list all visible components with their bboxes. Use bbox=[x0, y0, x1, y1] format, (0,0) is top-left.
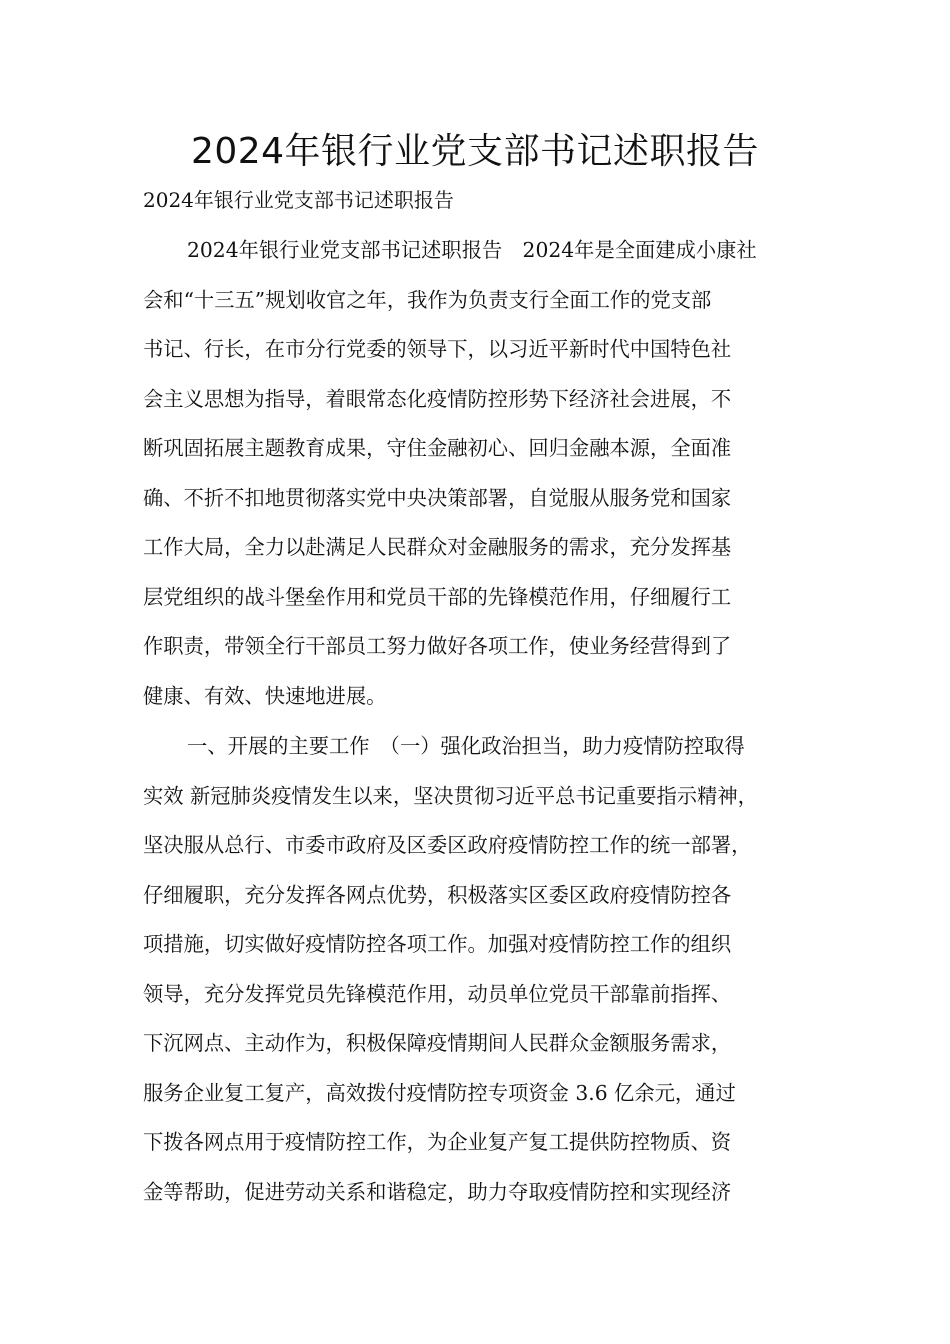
paragraph-line: 项措施，切实做好疫情防控各项工作。加强对疫情防控工作的组织 bbox=[143, 932, 732, 956]
document-title: 2024年银行业党支部书记述职报告 bbox=[190, 131, 760, 172]
paragraph-line: 层党组织的战斗堡垒作用和党员干部的先锋模范作用，仔细履行工 bbox=[143, 584, 732, 609]
paragraph-line: 确、不折不扣地贯彻落实党中央决策部署，自觉服从服务党和国家 bbox=[143, 485, 732, 510]
paragraph-line: 实效 新冠肺炎疫情发生以来，坚决贯彻习近平总书记重要指示精神， bbox=[143, 783, 758, 808]
paragraph-line: 一、开展的主要工作 （一）强化政治担当，助力疫情防控取得 bbox=[187, 734, 745, 758]
paragraph-line: 断巩固拓展主题教育成果，守住金融初心、回归金融本源，全面准 bbox=[143, 436, 732, 460]
paragraph-line: 仔细履职，充分发挥各网点优势，积极落实区委区政府疫情防控各 bbox=[143, 882, 732, 907]
paragraph-line: 下沉网点、主动作为，积极保障疫情期间人民群众金额服务需求， bbox=[143, 1031, 732, 1055]
paragraph-intro bbox=[143, 226, 823, 721]
paragraph-line: 工作大局，全力以赴满足人民群众对金融服务的需求，充分发挥基 bbox=[143, 535, 732, 559]
paragraph-line: 金等帮助，促进劳动关系和谐稳定，助力夺取疫情防控和实现经济 bbox=[143, 1179, 732, 1204]
paragraph-line: 健康、有效、快速地进展。 bbox=[143, 683, 387, 708]
paragraph-line: 会主义思想为指导，着眼常态化疫情防控形势下经济社会进展，不 bbox=[143, 386, 732, 411]
paragraph-line: 服务企业复工复产，高效拨付疫情防控专项资金 3.6 亿余元，通过 bbox=[143, 1080, 736, 1105]
paragraph-line: 领导，充分发挥党员先锋模范作用，动员单位党员干部靠前指挥、 bbox=[143, 981, 732, 1006]
paragraph-line: 坚决服从总行、市委市政府及区委区政府疫情防控工作的统一部署， bbox=[143, 833, 752, 857]
paragraph-main-work bbox=[143, 722, 823, 1217]
paragraph-line: 作职责，带领全行干部员工努力做好各项工作，使业务经营得到了 bbox=[143, 634, 732, 658]
paragraph-line: 下拨各网点用于疫情防控工作，为企业复产复工提供防控物质、资 bbox=[143, 1130, 732, 1154]
paragraph-line: 2024年银行业党支部书记述职报告 2024年是全面建成小康社 bbox=[187, 238, 757, 262]
paragraph-line: 会和“十三五”规划收官之年，我作为负责支行全面工作的党支部 bbox=[143, 287, 712, 312]
paragraph-line: 书记、行长，在市分行党委的领导下，以习近平新时代中国特色社 bbox=[143, 337, 732, 361]
document-subtitle: 2024年银行业党支部书记述职报告 bbox=[143, 188, 454, 212]
